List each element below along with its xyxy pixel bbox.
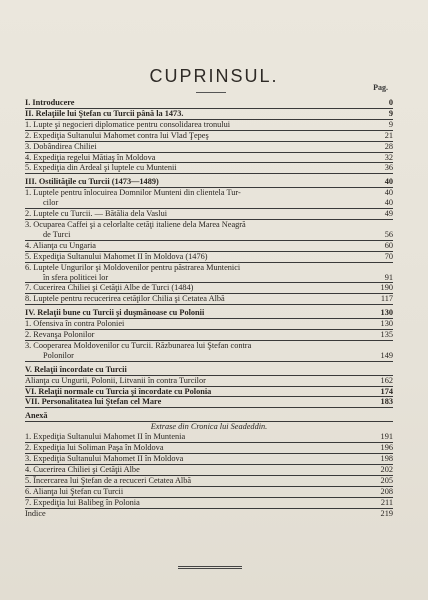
toc-entry (25, 465, 393, 476)
toc-entry (25, 142, 393, 153)
toc-entry-label: 3. Dobândirea Chiliei (25, 141, 97, 151)
toc-entry (25, 422, 393, 432)
toc-entry-label: 8. Luptele pentru recucerirea cetăţilor Chilia şi Cetatea Albă (25, 294, 225, 304)
toc-entry-label: 1. Ofensiva în contra Poloniei (25, 319, 125, 329)
toc-entry (25, 487, 393, 498)
toc-entry (25, 387, 393, 398)
toc-entry-label: 7. Expediţia lui Balibeg în Polonia (25, 497, 140, 507)
toc-entry-page: 91 (384, 272, 393, 282)
toc-entry-label: 1. Luptele pentru înlocuirea Domnilor Munteni din clientela Tur- (25, 188, 241, 198)
toc-entry-page: 135 (380, 330, 393, 340)
toc-entry-page: 196 (380, 443, 393, 453)
toc-entry-label: II. Relaţiile lui Ştefan cu Turcii până la 1473. (25, 108, 184, 118)
toc-entry-label: 1. Lupte şi negocieri diplomatice pentru consolidarea tronului (25, 119, 231, 129)
toc-entry (25, 397, 393, 408)
toc-entry (25, 498, 393, 509)
toc-entry-label: Alianţa cu Ungurii, Polonii, Litvanii în contra Turcilor (25, 375, 206, 385)
toc-entry-label: V. Relaţii încordate cu Turcii (25, 364, 127, 374)
toc-entry (25, 443, 393, 454)
toc-entry (25, 153, 393, 164)
end-ornament-rule (178, 566, 242, 569)
toc-entry-label: VII. Personalitatea lui Ştefan cel Mare (25, 397, 162, 407)
toc-entry-label: Anexă (25, 411, 48, 421)
toc-entry-label: de Turci (43, 229, 71, 239)
toc-entry-page: 40 (384, 177, 393, 187)
toc-entry-page: 117 (380, 294, 393, 304)
toc-entry-page: 130 (380, 319, 393, 329)
toc-entry (25, 220, 393, 230)
toc-entry (25, 188, 393, 198)
toc-entry (25, 308, 393, 319)
page-title: CUPRINSUL. (149, 66, 279, 86)
toc-entry-page: 198 (380, 454, 393, 463)
toc-entry (25, 432, 393, 443)
toc-entry-label: 3. Cooperarea Moldovenilor cu Turcii. Răzbunarea lui Ştefan contra (25, 340, 252, 350)
toc-entry-page: 28 (384, 141, 393, 151)
toc-entry-label: 4. Expediţia regelui Mătiaş în Moldova (25, 152, 156, 162)
toc-entry (25, 177, 393, 188)
toc-entry-label: Indice (25, 508, 46, 518)
toc-entry (25, 120, 393, 131)
toc-entry (25, 263, 393, 273)
toc-entry-page: 32 (384, 152, 393, 162)
toc-entry-page: 70 (384, 251, 393, 261)
toc-entry (25, 454, 393, 465)
toc-entry-page: 211 (380, 497, 393, 507)
toc-entry (25, 198, 393, 209)
toc-entry-page: 208 (380, 486, 393, 496)
toc-entry-page: 21 (384, 130, 393, 140)
toc-entry-label: 3. Expediţia Sultanului Mahomet II în Moldova (25, 454, 184, 463)
toc-entry (25, 509, 393, 519)
toc-entry (25, 319, 393, 330)
toc-entry (25, 341, 393, 351)
toc-entry (25, 283, 393, 294)
toc-entry-label: 6. Alianţa lui Ştefan cu Turcii (25, 486, 124, 496)
toc-entry-page: 190 (380, 283, 393, 293)
toc-entry-label: 3. Ocuparea Caffei şi a celorlalte cetăţi italiene dela Marea Neagră (25, 219, 246, 229)
toc-entry-page: 40 (384, 198, 393, 208)
toc-entry-page: 0 (388, 98, 393, 107)
toc-entry (25, 230, 393, 241)
toc-entry-label: cilor (43, 198, 59, 208)
toc-entry-label: în sfera politicei lor (43, 272, 109, 282)
toc-entry-label: 2. Revanşa Polonilor (25, 330, 95, 340)
toc-entry (25, 351, 393, 362)
toc-entry-page: 202 (380, 464, 393, 474)
toc-entry-label: III. Ostilităţile cu Turcii (1473—1489) (25, 177, 159, 187)
toc-entry-page: 162 (380, 375, 393, 385)
toc-entry-page: 36 (384, 163, 393, 173)
toc-entry-page: 40 (384, 188, 393, 198)
toc-entry-page: 183 (380, 397, 393, 407)
toc-entry-page: 191 (380, 432, 393, 442)
toc-entry-page: 56 (384, 229, 393, 239)
toc-entry-page: 219 (380, 508, 393, 518)
toc-entry (25, 376, 393, 387)
toc-entry (25, 131, 393, 142)
toc-entry-page: 49 (384, 209, 393, 219)
title-divider (196, 92, 226, 93)
toc-entry-label: 7. Cucerirea Chiliei şi Cetăţii Albe de Turci (1484) (25, 283, 194, 293)
toc-entry-page: 60 (384, 240, 393, 250)
toc-entry (25, 163, 393, 174)
toc-entry-label: 6. Luptele Ungurilor şi Moldovenilor pentru păstrarea Muntenici (25, 262, 241, 272)
toc-entry (25, 109, 393, 120)
toc-entry-page: 9 (388, 119, 393, 129)
toc-entry-label: 4. Cucerirea Chiliei şi Cetăţii Albe (25, 464, 140, 474)
toc-entry (25, 411, 393, 422)
table-of-contents (25, 98, 393, 518)
toc-entry (25, 365, 393, 376)
toc-entry-label: 2. Luptele cu Turcii. — Bătălia dela Vaslui (25, 209, 168, 219)
toc-entry-label: 5. Încercarea lui Ştefan de a recuceri Cetatea Albă (25, 475, 192, 485)
toc-entry-label: 4. Alianţa cu Ungaria (25, 240, 96, 250)
toc-entry-page: 149 (380, 350, 393, 360)
toc-entry (25, 476, 393, 487)
toc-entry-label: 5. Expediţia din Ardeal şi luptele cu Muntenii (25, 163, 177, 173)
toc-entry (25, 330, 393, 341)
toc-entry-label: Polonilor (43, 350, 74, 360)
toc-entry-label: 1. Expediţia Sultanului Mahomet II în Muntenia (25, 432, 186, 442)
toc-entry (25, 273, 393, 284)
toc-entry-label: IV. Relaţii bune cu Turcii şi duşmănoase cu Polonii (25, 308, 205, 318)
toc-entry-label: 5. Expediţia Sultanului Mahomet II în Moldova (1476) (25, 251, 208, 261)
toc-entry (25, 209, 393, 220)
toc-entry (25, 294, 393, 305)
toc-entry (25, 241, 393, 252)
toc-entry-page: 130 (380, 308, 393, 318)
toc-entry-label: VI. Relaţii normale cu Turcia şi încordate cu Polonia (25, 386, 212, 396)
page-column-header: Pag. (373, 83, 388, 92)
toc-entry-page: 9 (388, 108, 393, 118)
toc-entry (25, 252, 393, 263)
toc-entry-page: 205 (380, 475, 393, 485)
toc-entry-label: Extrase din Cronica lui Seadeddin. (150, 422, 268, 432)
toc-entry-label: 2. Expediţia lui Soliman Paşa în Moldova (25, 443, 164, 453)
toc-entry-label: 2. Expediţia Sultanului Mahomet contra lui Vlad Ţepeş (25, 130, 209, 140)
toc-entry-page: 174 (380, 386, 393, 396)
toc-entry (25, 98, 393, 109)
toc-entry-label: I. Introducere (25, 98, 75, 107)
